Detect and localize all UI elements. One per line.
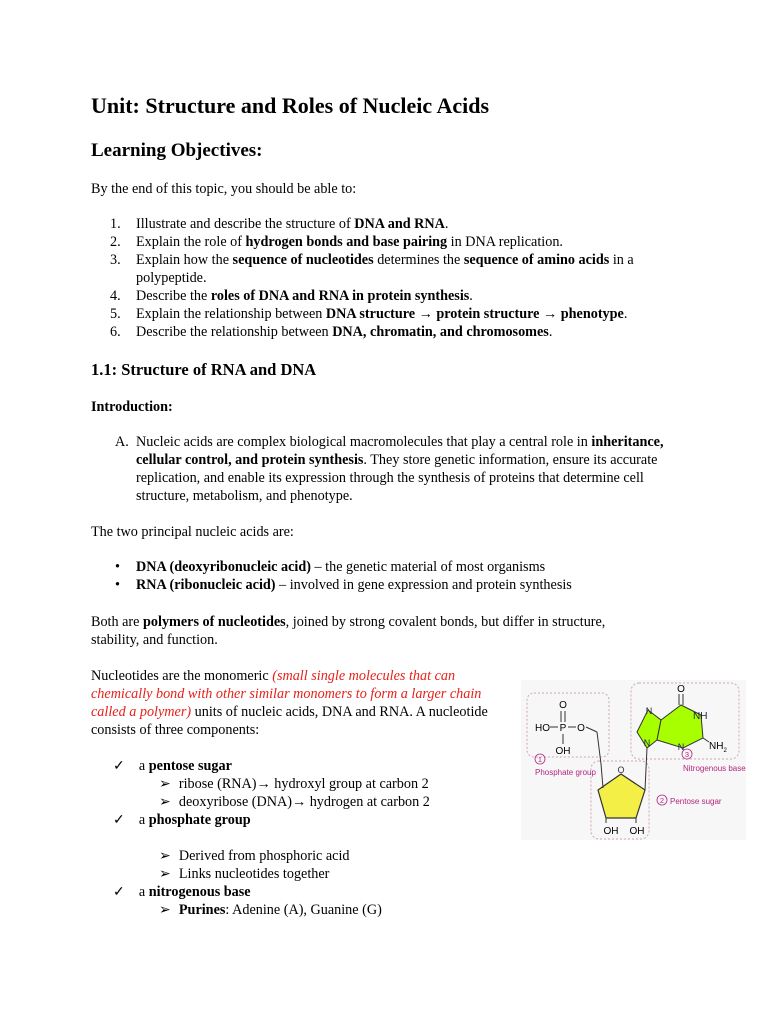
section-heading: 1.1: Structure of RNA and DNA <box>91 360 317 379</box>
polymers-paragraph: Both are polymers of nucleotides, joined by strong covalent bonds, but differ in structure, stability, and function. <box>91 614 606 648</box>
objectives-heading: Learning Objectives: <box>91 140 263 161</box>
component-pentose: ✓ a pentose sugar <box>113 758 232 774</box>
objectives-intro: By the end of this topic, you should be able to: <box>91 181 357 197</box>
arrow-bullet-icon: ➢ <box>159 848 171 864</box>
arrow-bullet-icon: ➢ <box>159 902 171 918</box>
nitrogenous-base-label: Nitrogenous base <box>683 764 746 773</box>
sugar-oh-left: OH <box>603 826 619 837</box>
check-icon: ✓ <box>113 758 125 774</box>
arrow-bullet-icon: ➢ <box>159 776 171 792</box>
check-icon: ✓ <box>113 884 125 900</box>
base-nh2: $NH_2$ <box>709 741 727 754</box>
objective-item: 6. Describe the relationship between DNA, chromatin, and chromosomes. <box>110 324 553 340</box>
phosphate-group-label: Phosphate group <box>535 768 596 777</box>
sub-item-deoxyribose: ➢ deoxyribose (DNA)→ hydrogen at carbon 2 <box>159 794 430 810</box>
sub-item-ribose: ➢ ribose (RNA)→ hydroxyl group at carbon 2 <box>159 776 429 792</box>
svg-text:2: 2 <box>659 796 665 805</box>
list-item: • DNA (deoxyribonucleic acid) – the genetic material of most organisms <box>110 558 572 576</box>
arrow-icon: → <box>256 776 271 792</box>
sub-item-links: ➢ Links nucleotides together <box>159 866 330 882</box>
arrow-icon: → <box>291 794 307 810</box>
nucleotide-paragraph: Nucleotides are the monomeric (small single molecules that can chemically bond with other similar monomers to form a larger chain called a polymer) units of nucleic acids, DNA and RNA. A nucleotide consists of three components: <box>91 668 488 738</box>
phosphate-oh: OH <box>555 746 571 757</box>
introduction-heading: Introduction: <box>91 399 173 415</box>
pentose-sugar-label: Pentose sugar <box>670 797 722 806</box>
definition-note: (small single molecules that can chemically bond with other similar monomers to form a larger chain called a polymer) <box>91 668 482 720</box>
arrow-bullet-icon: ➢ <box>159 866 171 882</box>
svg-text:3: 3 <box>684 750 690 759</box>
base-oxygen: O <box>677 684 685 695</box>
base-nh: NH <box>693 711 708 722</box>
sugar-oh-right: OH <box>629 826 645 837</box>
component-phosphate: ✓ a phosphate group <box>113 812 251 828</box>
objective-item: 1. Illustrate and describe the structure of DNA and RNA. <box>110 216 449 232</box>
nucleotide-diagram <box>521 680 746 840</box>
component-nitrogenous-base: ✓ a nitrogenous base <box>113 884 251 900</box>
phosphate-oxygen-link: O <box>577 723 585 734</box>
base-n9: N <box>643 738 651 748</box>
objectives-list <box>110 215 690 341</box>
check-icon: ✓ <box>113 812 125 828</box>
objective-item: 3. Explain how the sequence of nucleotides determines the sequence of amino acids in a polypeptide. <box>110 252 634 286</box>
ring-oxygen: O <box>617 765 625 775</box>
sub-item-purines: ➢ Purines: Adenine (A), Guanine (G) <box>159 902 382 918</box>
arrow-bullet-icon: ➢ <box>159 794 171 810</box>
phosphate-ho: HO <box>535 723 550 734</box>
nucleic-acid-list <box>110 558 572 594</box>
page-title: Unit: Structure and Roles of Nucleic Acids <box>91 93 490 118</box>
objective-item: 2. Explain the role of hydrogen bonds and base pairing in DNA replication. <box>110 234 563 250</box>
phosphorus: P <box>559 723 567 734</box>
two-principal-text: The two principal nucleic acids are: <box>91 524 294 540</box>
svg-text:1: 1 <box>537 755 543 764</box>
list-item: • RNA (ribonucleic acid) – involved in gene expression and protein synthesis <box>110 576 572 594</box>
paragraph-marker: A. <box>115 434 129 450</box>
paragraph-a: A. Nucleic acids are complex biological macromolecules that play a central role in inheritance, cellular control, and protein synthesis. They store genetic information, ensure its accurate replication, and enable its expression through the synthesis of proteins that determine cell structure, metabolism, and phenotype. <box>115 434 664 504</box>
base-n3: N <box>677 742 685 752</box>
objective-item: 5. Explain the relationship between DNA structure → protein structure → phenotype. <box>110 306 628 322</box>
phosphate-oxygen-top: O <box>559 700 567 711</box>
objective-item: 4. Describe the roles of DNA and RNA in protein synthesis. <box>110 288 473 304</box>
base-n7: N <box>645 706 653 716</box>
sub-item-derived: ➢ Derived from phosphoric acid <box>159 848 350 864</box>
